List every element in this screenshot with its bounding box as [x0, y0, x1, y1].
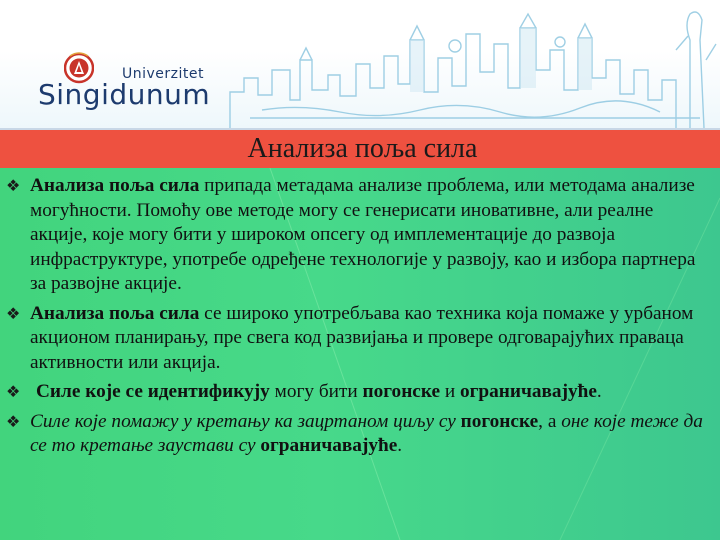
paragraph-1-text: припада метадама анализе проблема, или методама анализе могућности. Помоћу ове методе могу се генерисати иновативне, али реалне акције, које могу бити у широком опсегу од имплементације до развоја инфраструктуре, употребе одређене технологије у развоју, као и избора партнера за развојне акције. [30, 175, 696, 294]
diamond-bullet-icon: ❖ [6, 382, 21, 401]
paragraph-3-bold-3: ограничавајуће [460, 381, 597, 402]
paragraph-4-end: . [397, 435, 403, 456]
paragraph-3-text-2: и [440, 381, 461, 402]
paragraph-4-italic-2: оне које теже да се то кретање заустави су [30, 410, 703, 456]
paragraph-1-bold: Анализа поља сила [30, 175, 200, 196]
paragraph-3-bold: Силе које се идентификују [36, 381, 270, 402]
diamond-bullet-icon: ❖ [6, 411, 21, 431]
logo-text-univerzitet: Univerzitet [122, 66, 204, 82]
paragraph-2-text: се широко употребљава као техника која помаже у урбаном акционом планирању, пре свега код развијања и провере одговарајућих праваца активности или акција. [30, 302, 694, 373]
paragraph-4-bold-2: ограничавајуће [260, 435, 398, 456]
paragraph-3-bold-2: погонске [362, 381, 441, 402]
diamond-bullet-icon: ❖ [6, 176, 21, 195]
paragraph-4 [6, 410, 710, 459]
paragraph-4-text: , а [538, 410, 562, 432]
header-banner [0, 0, 720, 128]
paragraph-3-text: могу бити [269, 381, 363, 402]
logo-text-singidunum: Singidunum [38, 78, 211, 111]
slide-body [6, 174, 710, 464]
paragraph-4-bold: погонске [460, 410, 539, 432]
paragraph-2 [6, 302, 710, 376]
paragraph-1 [6, 174, 710, 297]
university-logo [36, 52, 226, 112]
paragraph-4-italic: Силе које помажу у кретању ка зацртаном циљу су [30, 410, 461, 432]
paragraph-3-end: . [596, 381, 602, 402]
slide-title: Анализа поља сила [247, 133, 478, 164]
paragraph-2-bold: Анализа поља сила [30, 302, 200, 324]
paragraph-3 [6, 380, 710, 405]
diamond-bullet-icon: ❖ [6, 303, 21, 323]
